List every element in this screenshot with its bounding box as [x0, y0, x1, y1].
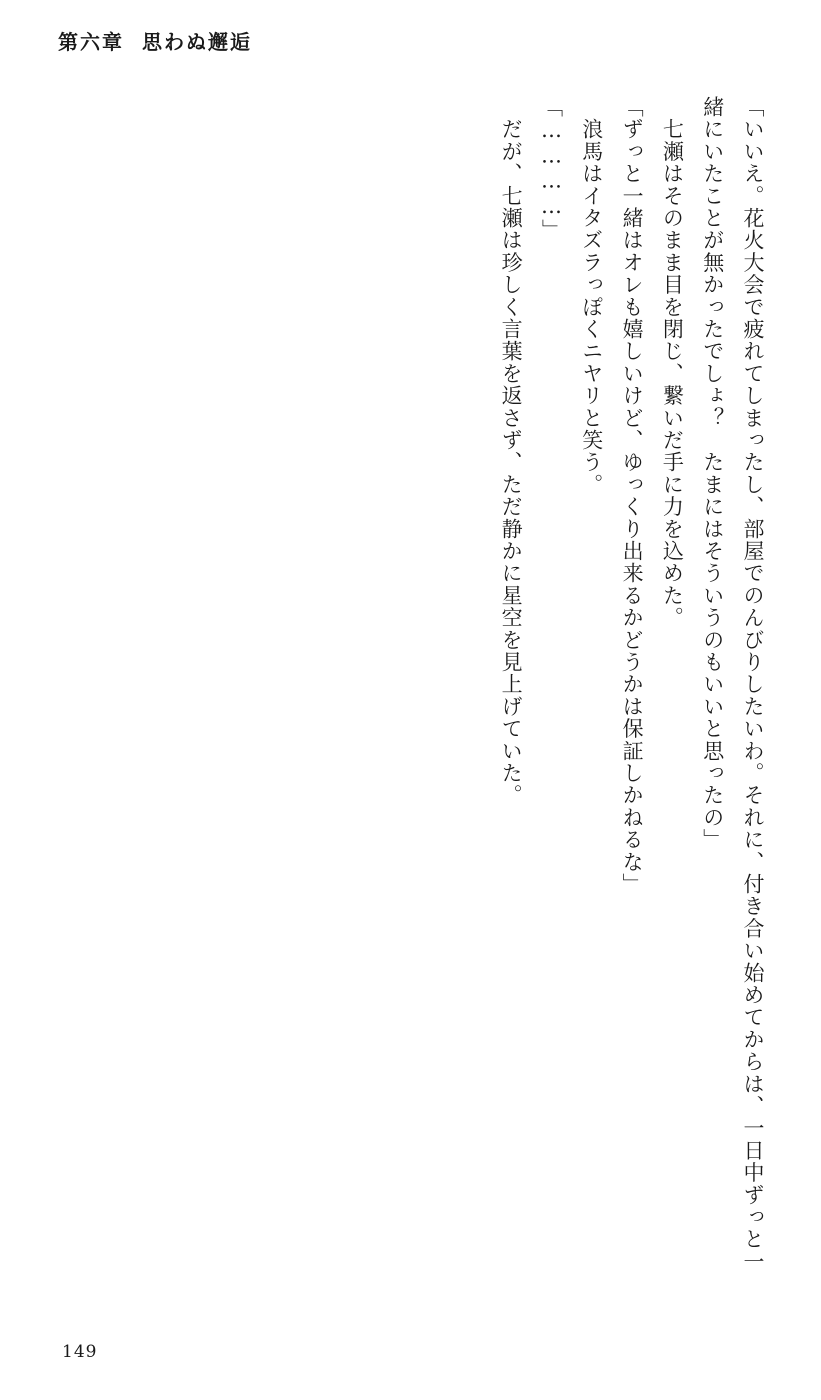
paragraph: 七瀬はそのまま目を閉じ、繋いだ手に力を込めた。: [660, 96, 685, 629]
paragraph: 「いいえ。花火大会で疲れてしまったし、部屋でのんびりしたいわ。それに、付き合い始めてからは、一日中ずっと一緒にいたことが無かったでしょ？ たまにはそういうのもいいと思ったの」: [700, 96, 765, 1273]
paragraph: 「…………」: [539, 96, 564, 242]
chapter-title: 思わぬ邂逅: [142, 30, 252, 54]
chapter-running-head: [58, 26, 252, 55]
paragraph: だが、七瀬は珍しく言葉を返さず、ただ静かに星空を見上げていた。: [499, 96, 524, 807]
paragraph: 「ずっと一緒はオレも嬉しいけど、ゆっくり出来るかどうかは保証しかねるな」: [620, 96, 645, 896]
paragraph: 浪馬はイタズラっぽくニヤリと笑う。: [579, 96, 604, 496]
novel-body-text: [303, 96, 773, 1276]
page-number: 149: [62, 1342, 98, 1362]
chapter-number: 第六章: [58, 30, 124, 54]
